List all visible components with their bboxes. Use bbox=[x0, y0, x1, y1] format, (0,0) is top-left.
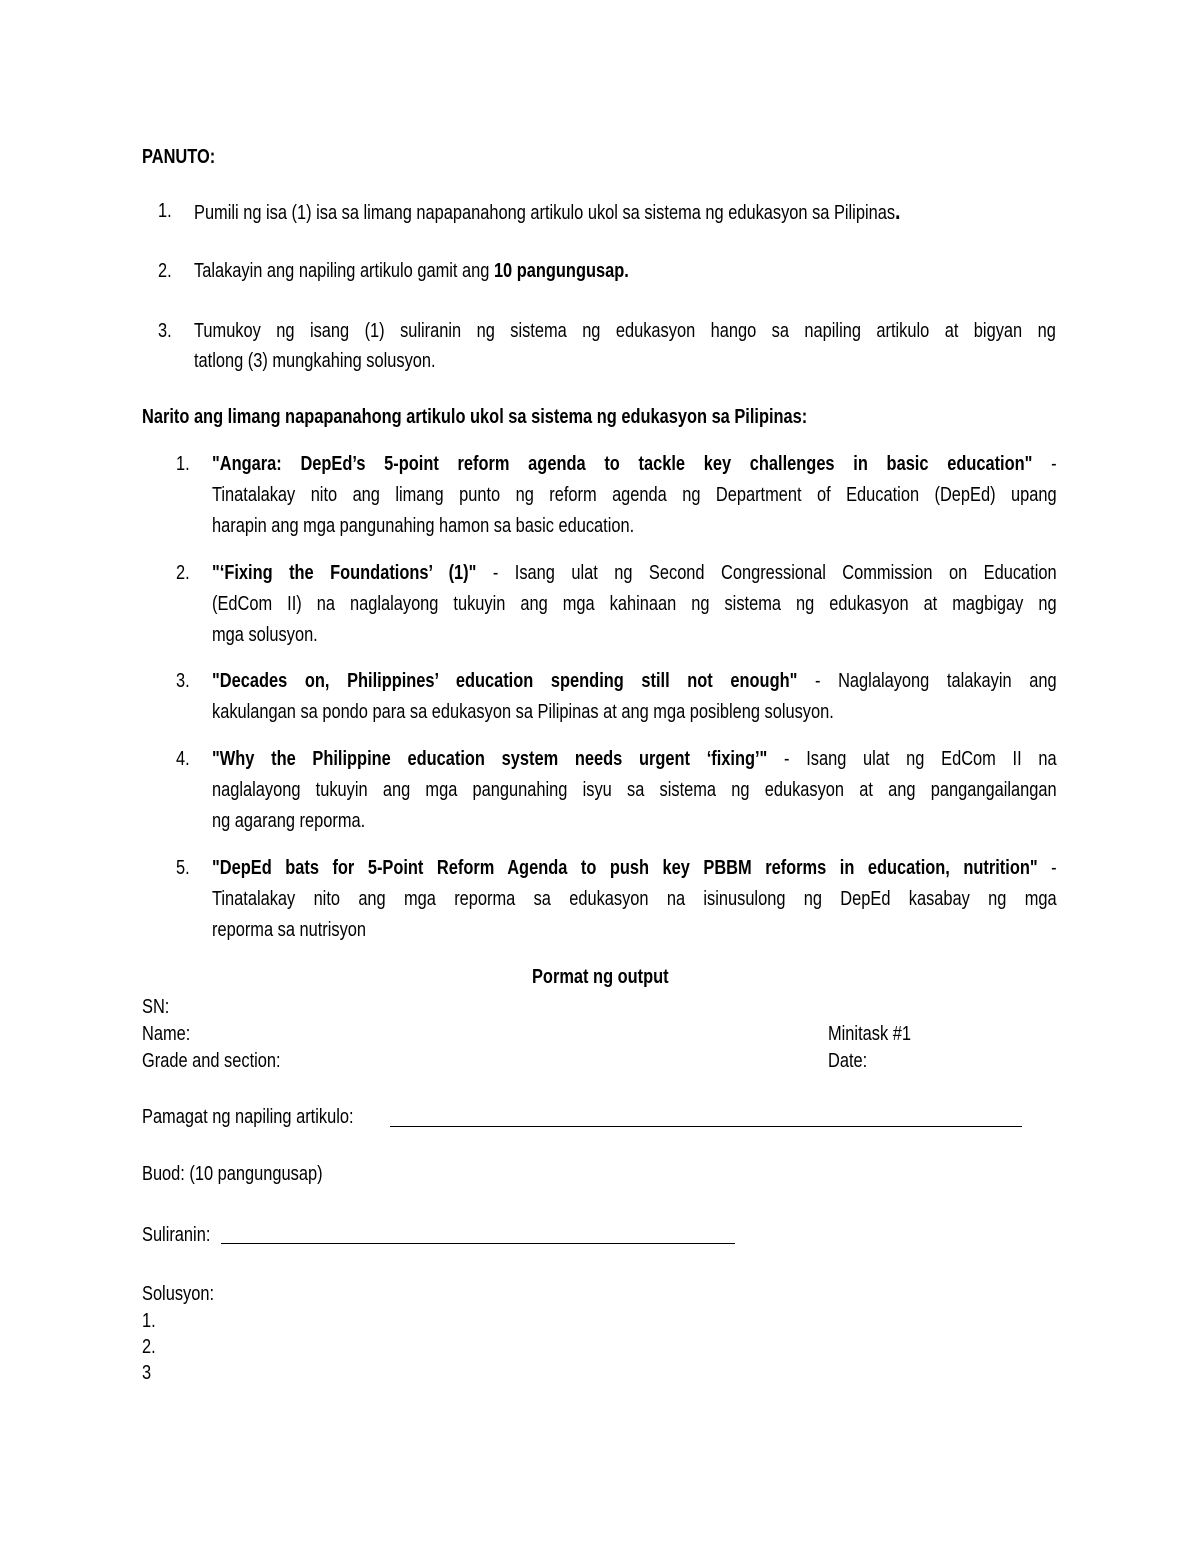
instruction-item: Pumili ng isa (1) isa sa limang napapanahong artikulo ukol sa sistema ng edukasyon sa Pilipinas. bbox=[194, 198, 901, 225]
article-description-line: Tinatalakay nito ang mga reporma sa edukasyon na isinusulong ng DepEd kasabay ng mga bbox=[212, 888, 1057, 910]
article-title-line: "‘Fixing the Foundations’ (1)" - Isang ulat ng Second Congressional Commission on Education bbox=[212, 562, 1057, 584]
article-description-line: mga solusyon. bbox=[212, 624, 318, 646]
article-title-line: "Decades on, Philippines’ education spending still not enough" - Naglalayong talakayin ang bbox=[212, 670, 1057, 692]
instruction-number: 3. bbox=[158, 320, 172, 342]
grade-section-label: Grade and section: bbox=[142, 1050, 281, 1072]
instructions-heading: PANUTO: bbox=[142, 146, 216, 168]
solution-item-3: 3 bbox=[142, 1362, 152, 1384]
name-label: Name: bbox=[142, 1023, 191, 1045]
problem-label: Suliranin: bbox=[142, 1224, 211, 1246]
output-format-heading: Pormat ng output bbox=[531, 966, 669, 988]
solution-item-1: 1. bbox=[142, 1310, 156, 1332]
articles-heading: Narito ang limang napapanahong artikulo ukol sa sistema ng edukasyon sa Pilipinas: bbox=[142, 406, 808, 428]
instruction-item-continued: tatlong (3) mungkahing solusyon. bbox=[194, 350, 436, 372]
article-description-line: kakulangan sa pondo para sa edukasyon sa Pilipinas at ang mga posibleng solusyon. bbox=[212, 701, 834, 723]
article-title-line: "Why the Philippine education system needs urgent ‘fixing’" - Isang ulat ng EdCom II na bbox=[212, 748, 1057, 770]
instruction-number: 2. bbox=[158, 260, 172, 282]
solutions-label: Solusyon: bbox=[142, 1283, 215, 1305]
article-description-line: naglalayong tukuyin ang mga pangunahing isyu sa sistema ng edukasyon at ang pangangailangan bbox=[212, 779, 1057, 801]
article-number: 4. bbox=[176, 748, 190, 770]
article-number: 1. bbox=[176, 453, 190, 475]
article-title-blank-line[interactable] bbox=[390, 1126, 1022, 1127]
article-description-line: harapin ang mga pangunahing hamon sa basic education. bbox=[212, 515, 635, 537]
article-description-line: reporma sa nutrisyon bbox=[212, 919, 367, 941]
article-number: 5. bbox=[176, 857, 190, 879]
article-number: 2. bbox=[176, 562, 190, 584]
article-title-label: Pamagat ng napiling artikulo: bbox=[142, 1106, 354, 1128]
article-description-line: Tinatalakay nito ang limang punto ng reform agenda ng Department of Education (DepEd) upang bbox=[212, 484, 1057, 506]
minitask-label: Minitask #1 bbox=[828, 1023, 911, 1045]
date-label: Date: bbox=[828, 1050, 868, 1072]
summary-label: Buod: (10 pangungusap) bbox=[142, 1163, 323, 1185]
article-description-line: ng agarang reporma. bbox=[212, 810, 366, 832]
solution-item-2: 2. bbox=[142, 1336, 156, 1358]
problem-blank-line[interactable] bbox=[221, 1243, 735, 1244]
article-title-line: "Angara: DepEd’s 5-point reform agenda to tackle key challenges in basic education" - bbox=[212, 453, 1057, 475]
instruction-number: 1. bbox=[158, 200, 172, 222]
instruction-item: Talakayin ang napiling artikulo gamit ang 10 pangungusap. bbox=[194, 260, 629, 282]
sn-label: SN: bbox=[142, 996, 170, 1018]
article-description-line: (EdCom II) na naglalayong tukuyin ang mga kahinaan ng sistema ng edukasyon at magbigay ng bbox=[212, 593, 1057, 615]
article-number: 3. bbox=[176, 670, 190, 692]
article-title-line: "DepEd bats for 5-Point Reform Agenda to push key PBBM reforms in education, nutrition" - bbox=[212, 857, 1057, 879]
instruction-item: Tumukoy ng isang (1) suliranin ng sistema ng edukasyon hango sa napiling artikulo at bigyan ng bbox=[194, 320, 1056, 342]
